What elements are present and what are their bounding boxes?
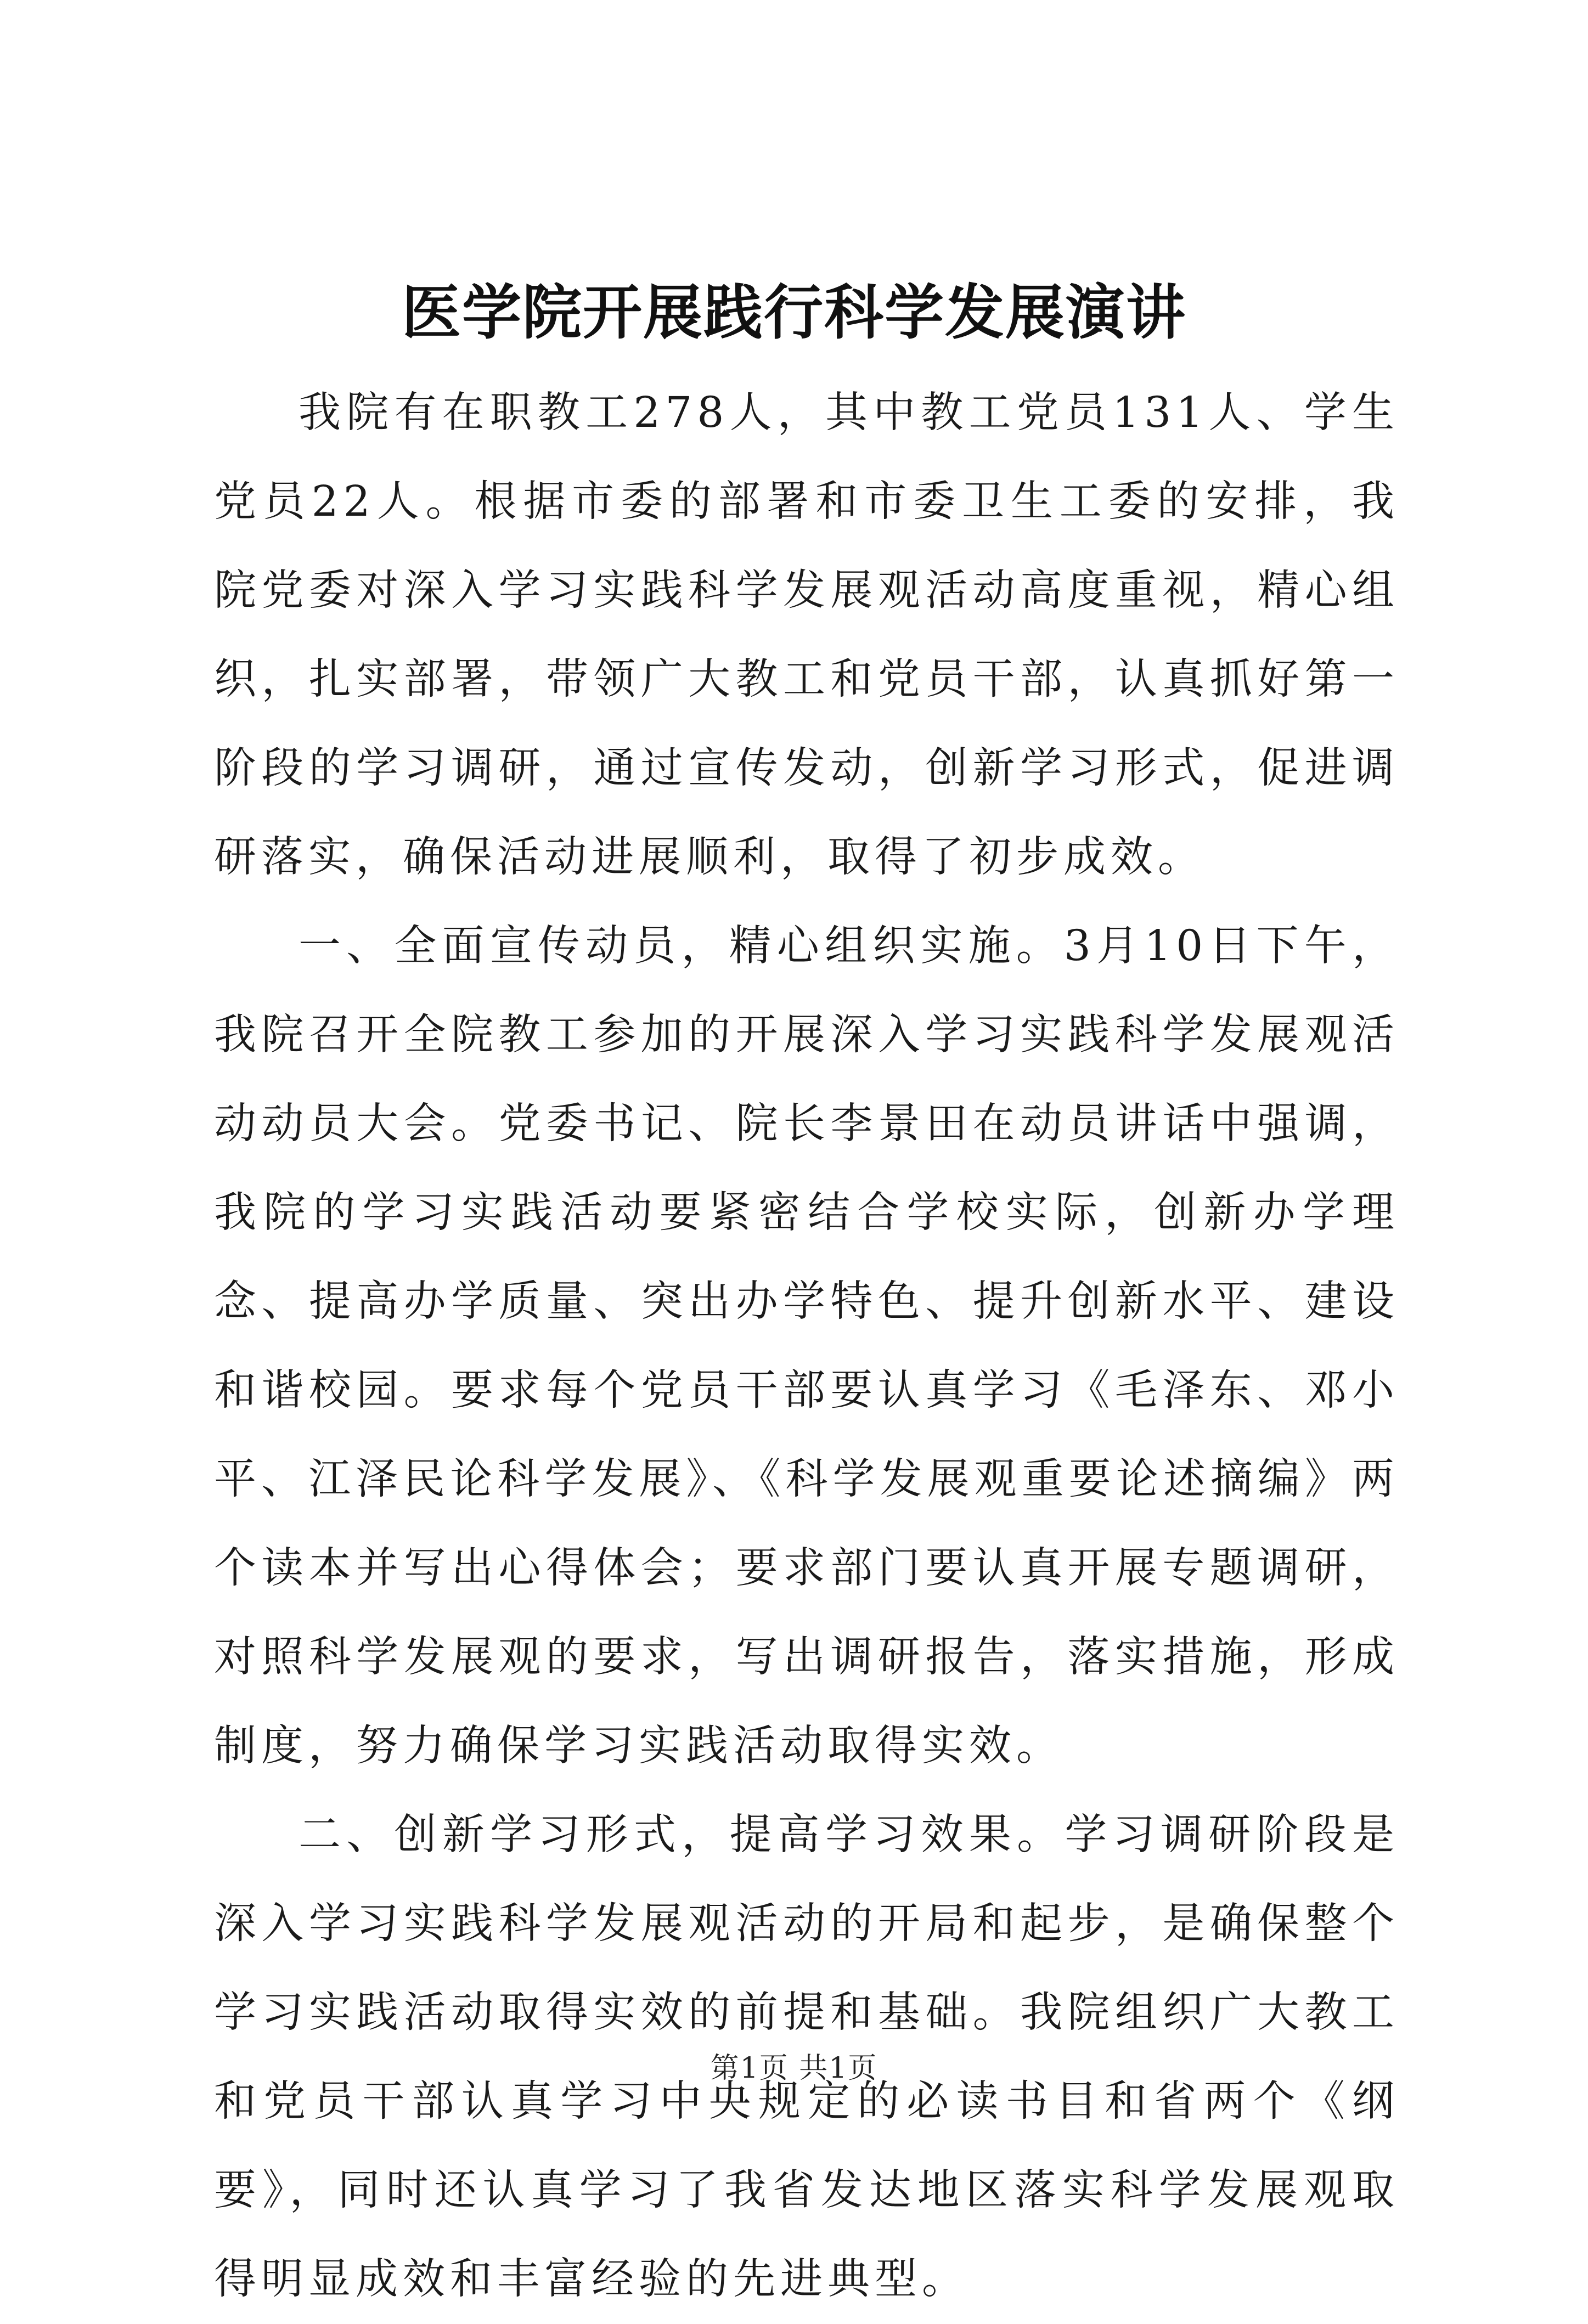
paragraph-section-two: 二、创新学习形式，提高学习效果。学习调研阶段是深入学习实践科学发展观活动的开局和起步，是确保整个学习实践活动取得实效的前提和基础。我院组织广大教工和党员干部认真学习中央规定的必读书目和省两个《纲要》，同时还认真学习了我省发达地区落实科学发展观取得明显成效和丰富经验的先进典型。 — [214, 1810, 1399, 2304]
paragraph-section-one: 一、全面宣传动员，精心组织实施。3月10日下午，我院召开全院教工参加的开展深入学习实践科学发展观活动动员大会。党委书记、院长李景田在动员讲话中强调，我院的学习实践活动要紧密结合学校实际，创新办学理念、提高办学质量、突出办学特色、提升创新水平、建设和谐校园。要求每个党员干部要认真学习《毛泽东、邓小平、江泽民论科学发展》、《科学发展观重要论述摘编》两个读本并写出心得体会；要求部门要认真开展专题调研，对照科学发展观的要求，写出调研报告，落实措施，形成制度，努力确保学习实践活动取得实效。 — [214, 922, 1399, 1770]
page-footer: 第1页 共1页 — [710, 2052, 878, 2085]
document-title: 医学院开展践行科学发展演讲 — [401, 278, 1186, 347]
document-body — [214, 369, 1399, 2324]
paragraph-intro: 我院有在职教工278人，其中教工党员131人、学生党员22人。根据市委的部署和市委卫生工委的安排，我院党委对深入学习实践科学发展观活动高度重视，精心组织，扎实部署，带领广大教工和党员干部，认真抓好第一阶段的学习调研，通过宣传发动，创新学习形式，促进调研落实，确保活动进展顺利，取得了初步成效。 — [214, 388, 1399, 882]
